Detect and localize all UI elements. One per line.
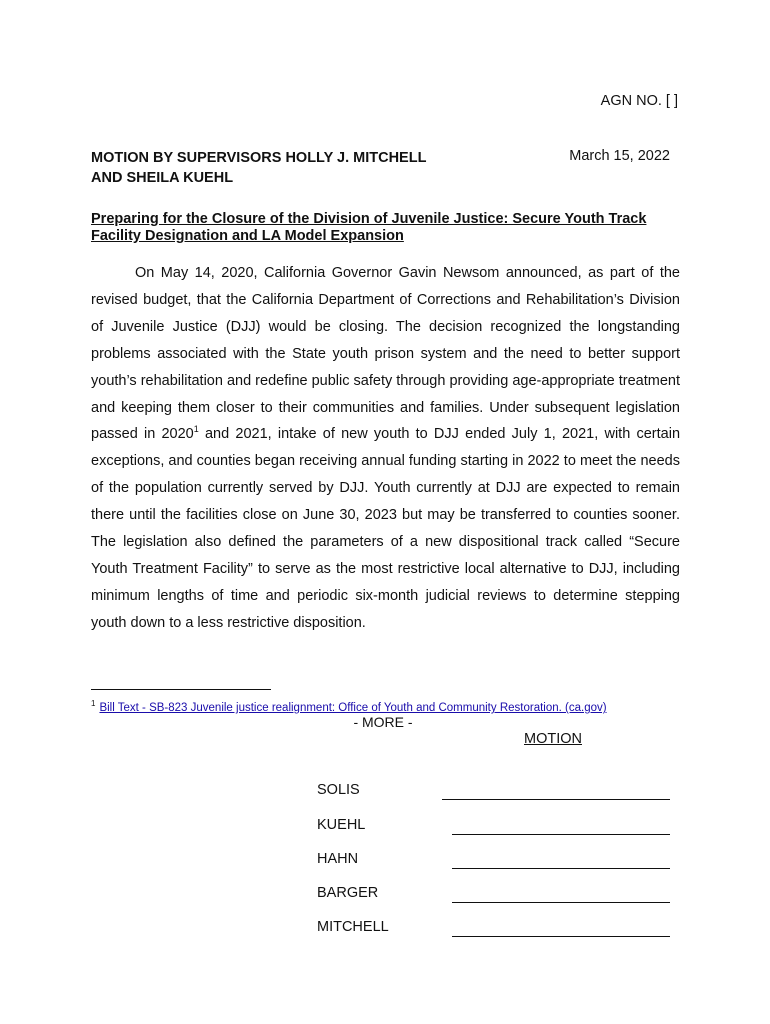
supervisor-name: SOLIS: [317, 782, 360, 798]
motion-sponsors-line-2: AND SHEILA KUEHL: [91, 170, 234, 186]
footnote-reference[interactable]: 1: [193, 424, 199, 435]
motion-label: MOTION: [524, 731, 582, 747]
more-indicator: - MORE -: [353, 714, 413, 730]
supervisor-name: HAHN: [317, 851, 359, 867]
agenda-number: AGN NO. [ ]: [600, 93, 678, 109]
footnote: [91, 699, 607, 714]
supervisor-name: MITCHELL: [317, 919, 389, 935]
footnote-divider: [91, 689, 271, 690]
vote-row-barger: [317, 885, 670, 905]
vote-row-hahn: [317, 851, 670, 871]
vote-row-kuehl: [317, 817, 670, 837]
footnote-link[interactable]: Bill Text - SB-823 Juvenile justice realignment: Office of Youth and Community Restoration. (ca.gov): [99, 701, 607, 714]
motion-title: Preparing for the Closure of the Division of Juvenile Justice: Secure Youth Track Facility Designation and LA Model Expansion: [91, 211, 647, 244]
motion-sponsors-line-1: MOTION BY SUPERVISORS HOLLY J. MITCHELL: [91, 150, 427, 166]
vote-row-mitchell: [317, 919, 670, 939]
body-text-part-2: and 2021, intake of new youth to DJJ ended July 1, 2021, with certain exceptions, and counties began receiving annual funding starting in 2022 to meet the needs of the population currently served by DJJ. Youth currently at DJJ are expected to remain there until the facilities close on June 30, 2023 but may be transferred to counties sooner. The legislation also defined the parameters of a new dispositional track called “Secure Youth Treatment Facility” to serve as the most restrictive local alternative to DJJ, including minimum lengths of time and periodic six-month judicial reviews to determine stepping youth down to a less restrictive disposition.: [91, 426, 681, 631]
body-text-part-1: On May 14, 2020, California Governor Gavin Newsom announced, as part of the revised budget, that the California Department of Corrections and Rehabilitation’s Division of Juvenile Justice (DJJ) would be closing. The decision recognized the longstanding problems associated with the State youth prison system and the need to better support youth’s rehabilitation and redefine public safety through providing age-appropriate treatment and keeping them closer to their communities and families. Under subsequent legislation passed in 2020: [91, 265, 680, 443]
body-paragraph: [91, 260, 680, 637]
supervisor-name: KUEHL: [317, 817, 366, 833]
footnote-number: 1: [91, 699, 96, 708]
vote-signature-line: [452, 868, 670, 869]
motion-date: March 15, 2022: [569, 148, 670, 164]
vote-signature-line: [452, 936, 670, 937]
vote-signature-line: [452, 902, 670, 903]
vote-signature-line: [452, 834, 670, 835]
vote-row-solis: [317, 782, 670, 802]
supervisor-name: BARGER: [317, 885, 379, 901]
motion-sponsors: [91, 148, 426, 188]
vote-signature-line: [442, 799, 670, 800]
